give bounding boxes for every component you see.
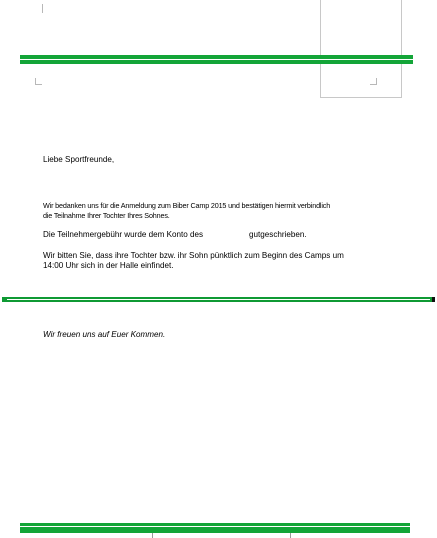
paragraph-2 [43,230,307,240]
paragraph-2-end: gutgeschrieben. [249,230,307,239]
paragraph-2-start: Die Teilnehmergebühr wurde dem Konto des [43,230,204,239]
paragraph-3-line-1: Wir bitten Sie, dass ihre Tochter bzw. ihr Sohn pünktlich zum Beginn des Camps um [43,251,344,260]
corner-mark-right-h [370,84,377,85]
salutation: Liebe Sportfreunde, [43,155,115,164]
paragraph-1-line-1: Wir bedanken uns für die Anmeldung zum Biber Camp 2015 und bestätigen hiermit verbindlich [43,201,331,210]
corner-mark-left-h [35,84,42,85]
crop-mark-top-left-v [42,4,43,13]
logo-placeholder [320,0,402,98]
header-bar [20,55,413,64]
paragraph-1-line-2: die Teilnahme Ihrer Tochter Ihres Sohnes. [43,211,170,220]
footer-bar [20,523,410,533]
bottom-tick-2 [290,533,291,538]
closing-line: Wir freuen uns auf Euer Kommen. [43,330,166,339]
paragraph-3-line-2: 14:00 Uhr sich in der Halle einfindet. [43,261,174,270]
section-divider [2,297,435,302]
bottom-tick-1 [152,533,153,538]
